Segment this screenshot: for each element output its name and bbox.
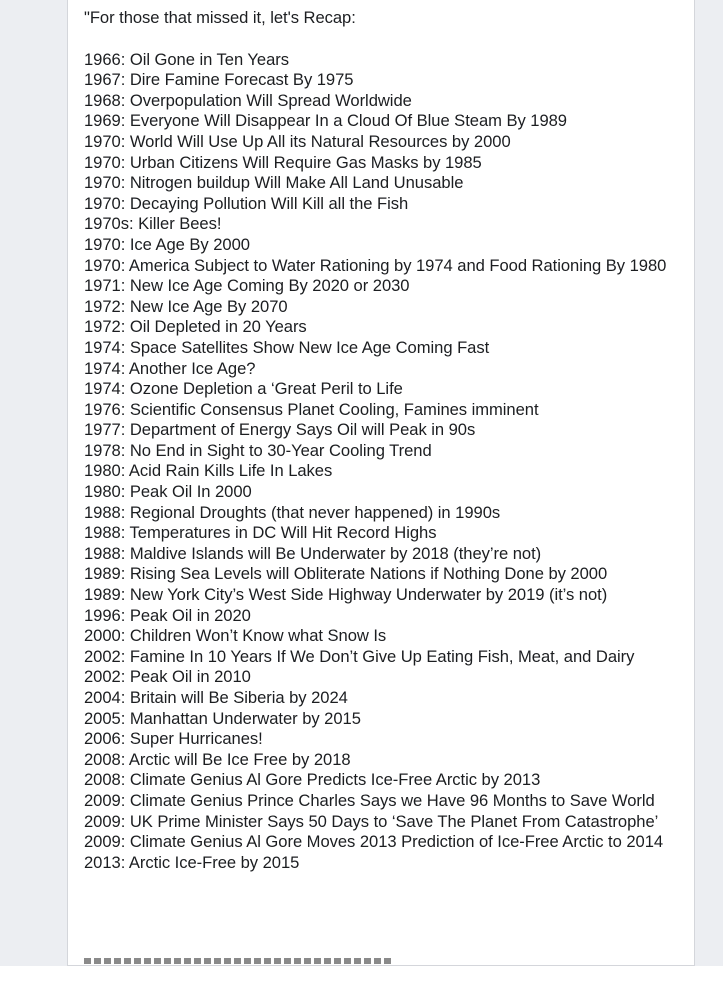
list-item: 2008: Arctic will Be Ice Free by 2018	[84, 749, 351, 769]
list-item: 2006: Super Hurricanes!	[84, 729, 263, 749]
list-item: 2005: Manhattan Underwater by 2015	[84, 708, 361, 728]
post-card	[67, 0, 695, 966]
list-item: 1970: Ice Age By 2000	[84, 234, 250, 254]
list-item: 1970s: Killer Bees!	[84, 214, 222, 234]
list-item: 1996: Peak Oil in 2020	[84, 605, 251, 625]
list-item: 1970: World Will Use Up All its Natural Resources by 2000	[84, 131, 511, 151]
list-item: 1972: New Ice Age By 2070	[84, 296, 288, 316]
list-item: 1988: Regional Droughts (that never happened) in 1990s	[84, 502, 501, 522]
list-item: 1970: Urban Citizens Will Require Gas Masks by 1985	[84, 152, 482, 172]
list-item: 2002: Famine In 10 Years If We Don’t Give Up Eating Fish, Meat, and Dairy	[84, 646, 635, 666]
list-item: 1988: Maldive Islands will Be Underwater by 2018 (they’re not)	[84, 543, 542, 563]
list-item: 1974: Ozone Depletion a ‘Great Peril to Life	[84, 379, 403, 399]
list-item: 1980: Acid Rain Kills Life In Lakes	[84, 461, 333, 481]
list-item: 2009: UK Prime Minister Says 50 Days to ‘Save The Planet From Catastrophe’	[84, 811, 659, 831]
list-item: 1978: No End in Sight to 30-Year Cooling Trend	[84, 440, 432, 460]
list-item: 2009: Climate Genius Al Gore Moves 2013 Prediction of Ice-Free Arctic to 2014	[84, 832, 664, 852]
list-item: 1970: Decaying Pollution Will Kill all the Fish	[84, 193, 409, 213]
post-text[interactable]	[84, 8, 684, 873]
list-item: 1974: Space Satellites Show New Ice Age Coming Fast	[84, 337, 490, 357]
list-item: 1988: Temperatures in DC Will Hit Record Highs	[84, 523, 437, 543]
list-item: 1968: Overpopulation Will Spread Worldwide	[84, 90, 412, 110]
bottom-margin	[0, 966, 723, 1000]
list-item: 2002: Peak Oil in 2010	[84, 667, 251, 687]
list-item: 1971: New Ice Age Coming By 2020 or 2030	[84, 276, 410, 296]
list-item: 1989: New York City’s West Side Highway Underwater by 2019 (it’s not)	[84, 585, 608, 605]
list-item: 2013: Arctic Ice-Free by 2015	[84, 852, 300, 872]
list-item: 1980: Peak Oil In 2000	[84, 482, 252, 502]
list-item: 1989: Rising Sea Levels will Obliterate Nations if Nothing Done by 2000	[84, 564, 608, 584]
list-item: 2004: Britain will Be Siberia by 2024	[84, 688, 348, 707]
list-item: 1967: Dire Famine Forecast By 1975	[84, 70, 354, 90]
list-item: 1970: Nitrogen buildup Will Make All Land Unusable	[84, 173, 464, 193]
list-item: 1970: America Subject to Water Rationing by 1974 and Food Rationing By 1980	[84, 255, 667, 275]
list-item: 1974: Another Ice Age?	[84, 358, 256, 378]
list-item: 1976: Scientific Consensus Planet Cooling, Famines imminent	[84, 399, 539, 419]
list-item: 2000: Children Won’t Know what Snow Is	[84, 626, 387, 646]
cropped-text-edge	[84, 958, 394, 964]
list-item: 2009: Climate Genius Prince Charles Says we Have 96 Months to Save World	[84, 790, 655, 810]
post-intro: "For those that missed it, let's Recap:	[84, 8, 356, 27]
list-item: 2008: Climate Genius Al Gore Predicts Ice-Free Arctic by 2013	[84, 770, 541, 790]
list-item: 1972: Oil Depleted in 20 Years	[84, 317, 307, 337]
list-item: 1977: Department of Energy Says Oil will Peak in 90s	[84, 420, 476, 440]
list-item: 1966: Oil Gone in Ten Years	[84, 49, 289, 69]
list-item: 1969: Everyone Will Disappear In a Cloud Of Blue Steam By 1989	[84, 111, 567, 131]
